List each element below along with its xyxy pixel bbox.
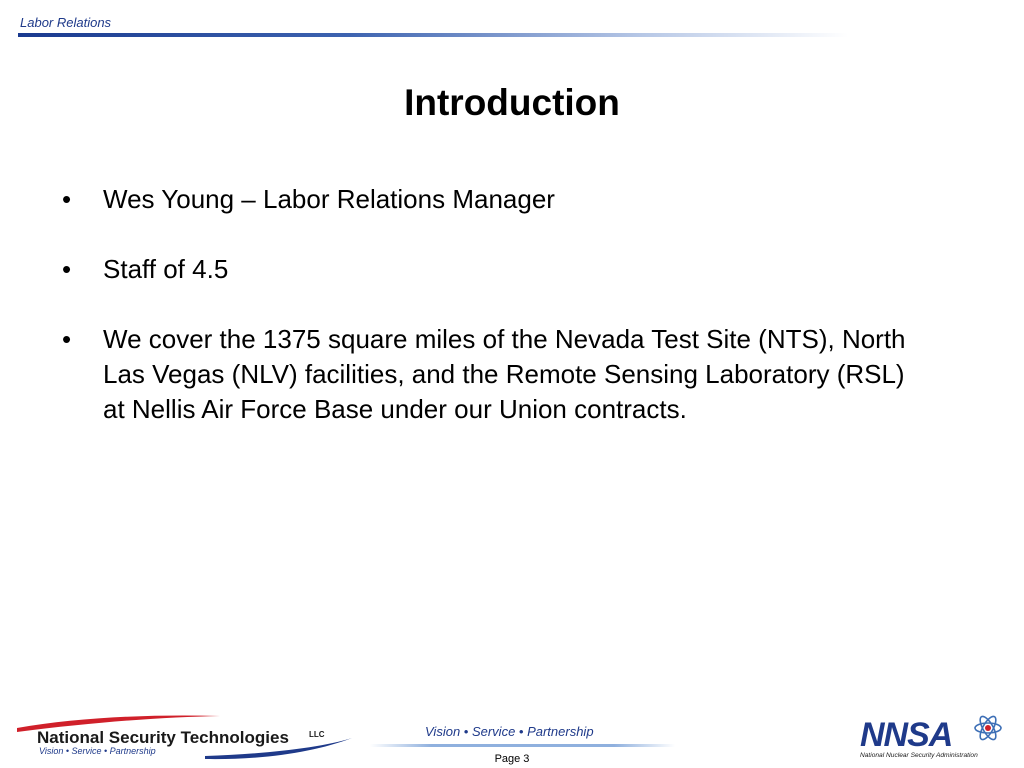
bullet-item [62, 182, 922, 217]
bullet-list [62, 182, 922, 462]
nnsa-caption: National Nuclear Security Administration [860, 752, 978, 759]
bullet-item [62, 322, 922, 427]
nnsa-logo [858, 712, 1008, 760]
section-label: Labor Relations [20, 15, 112, 30]
bullet-marker: • [62, 254, 72, 284]
bullet-text: Wes Young – Labor Relations Manager [103, 184, 555, 214]
slide-title: Introduction [404, 82, 620, 123]
page-number: Page 3 [494, 753, 530, 765]
logo-llc: LLC [309, 730, 325, 739]
bullet-item [62, 252, 922, 287]
logo-company-name: National Security Technologies [37, 728, 289, 747]
bullet-marker: • [62, 324, 72, 354]
bullet-marker: • [62, 184, 72, 214]
logo-tagline: Vision • Service • Partnership [39, 746, 156, 756]
atom-nucleus [985, 725, 991, 731]
footer-rule [370, 744, 675, 747]
bullet-text: We cover the 1375 square miles of the Nevada Test Site (NTS), North Las Vegas (NLV) facilities, and the Remote Sensing Laboratory (RSL) at Nellis Air Force Base under our Union contracts. [103, 324, 906, 424]
header-rule [18, 33, 848, 37]
footer-tagline: Vision • Service • Partnership [425, 724, 594, 739]
nnsa-mark: NNSA [860, 716, 953, 754]
bullet-text: Staff of 4.5 [103, 254, 229, 284]
